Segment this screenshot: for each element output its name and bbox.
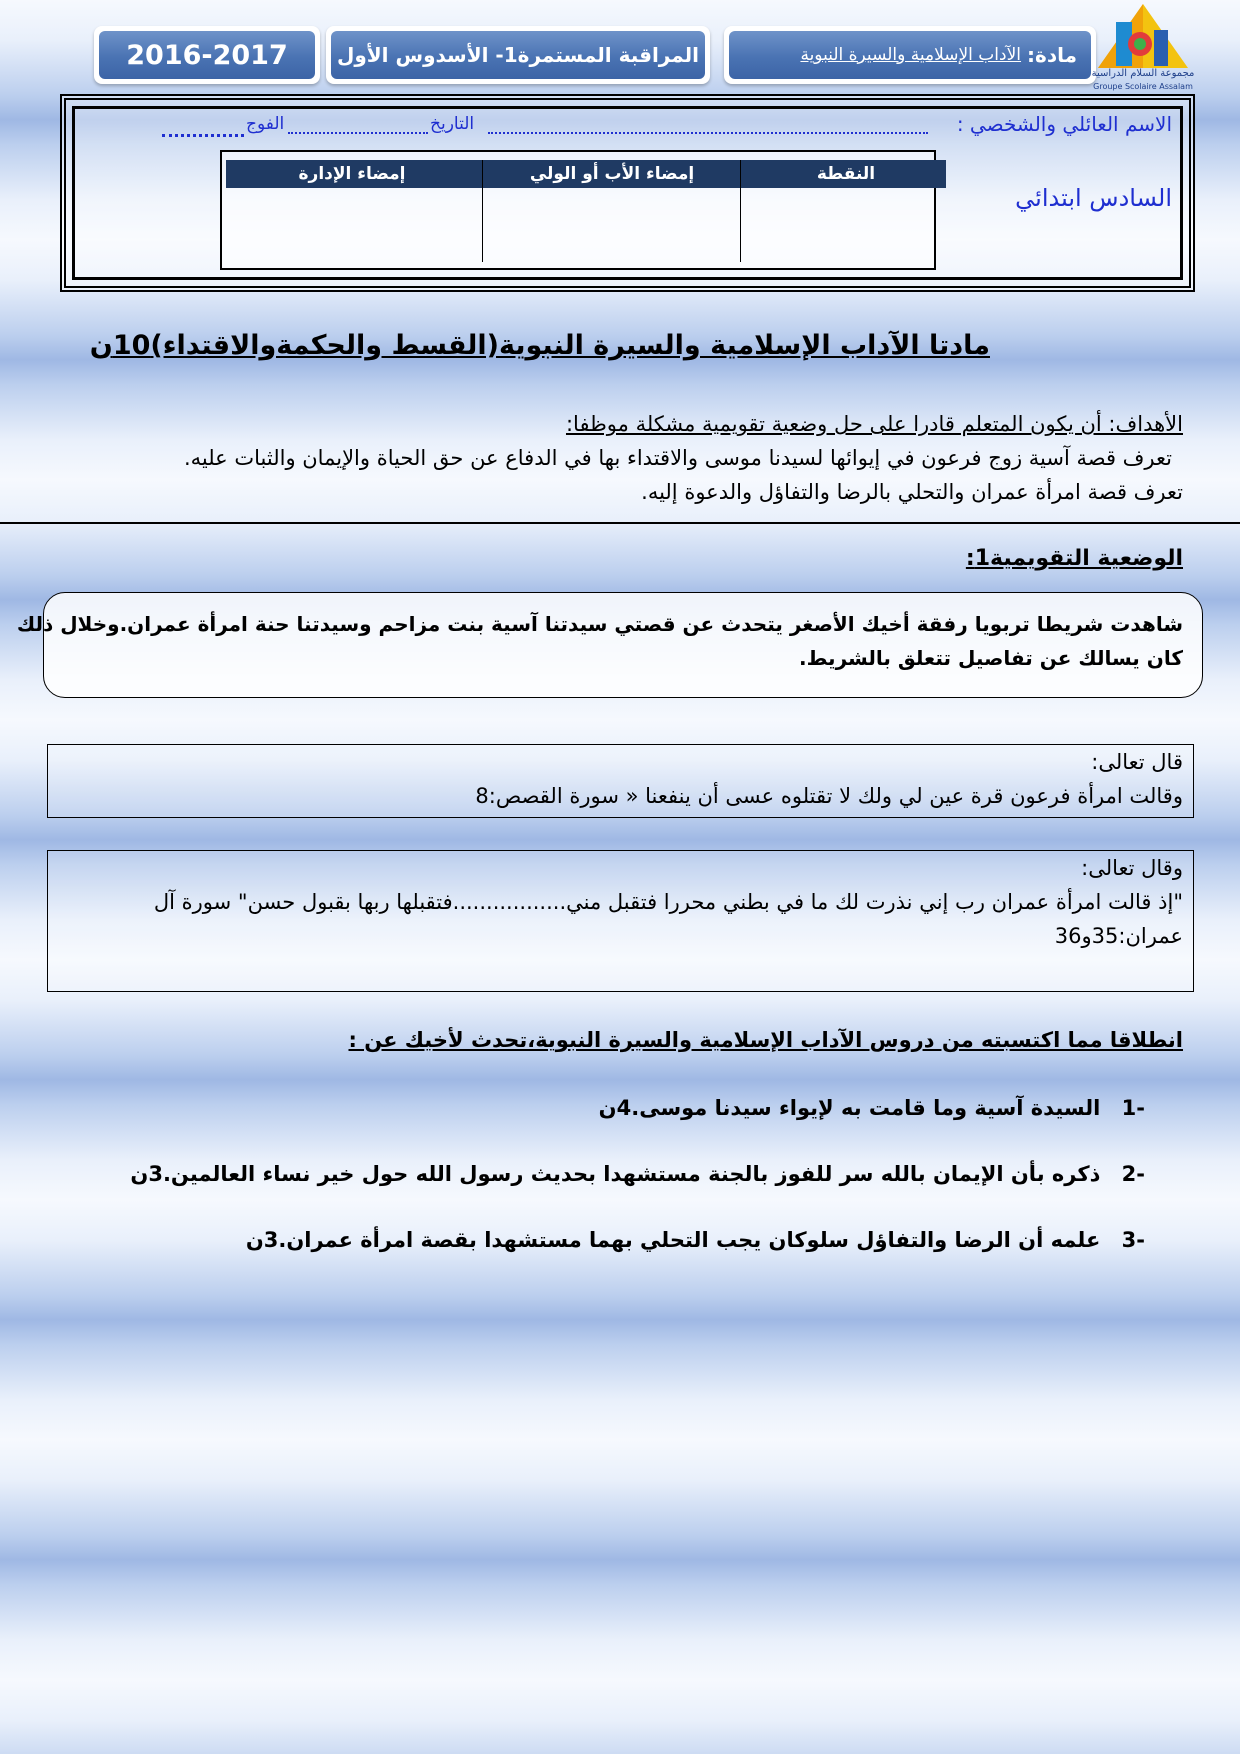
objectives-line-2: تعرف قصة امرأة عمران والتحلي بالرضا والتفاؤل والدعوة إليه. <box>641 480 1183 504</box>
logo-text: مجموعة السلام الدراسية <box>1091 68 1195 79</box>
situation-heading: الوضعية التقويمية1: <box>965 546 1183 571</box>
question-2-number: -2 <box>1121 1162 1145 1186</box>
verse-2-line-2: عمران:35و36 <box>1054 924 1183 948</box>
year-tab <box>94 26 320 84</box>
verse-2-line-1: "إذ قالت امرأة عمران رب إني نذرت لك ما في بطني محررا فتقبل مني.................فتقبلها ربها بقبول حسن" سورة آل <box>153 890 1183 914</box>
level-label: السادس ابتدائي <box>1015 184 1172 212</box>
year-label: 2016-2017 <box>126 39 288 71</box>
question-3 <box>246 1228 1145 1252</box>
divider <box>0 522 1240 524</box>
parent-signature-cell[interactable] <box>484 188 738 264</box>
question-1 <box>599 1096 1145 1120</box>
verse-1-text: وقالت امرأة فرعون قرة عين لي ولك لا تقتلوه عسى أن ينفعنا « سورة القصص:8 <box>475 784 1183 808</box>
verse-2-intro: وقال تعالى: <box>1081 856 1183 880</box>
exam-tab <box>326 26 710 84</box>
situation-text-line-1: شاهدت شريطا تربويا رفقة أخيك الأصغر يتحدث عن قصتي سيدتنا آسية بنت مزاحم وسيدتنا حنة امرأة عمران.وخلال ذلك <box>16 612 1183 636</box>
verse-1-intro: قال تعالى: <box>1091 750 1183 774</box>
table-divider <box>482 160 483 262</box>
verse-box-2 <box>47 850 1194 992</box>
question-2 <box>130 1162 1145 1186</box>
page-title: مادتا الآداب الإسلامية والسيرة النبوية(القسط والحكمةوالاقتداء)10ن <box>89 330 990 361</box>
admin-signature-cell[interactable] <box>226 188 480 264</box>
grade-cell[interactable] <box>742 188 938 264</box>
objectives-heading: الأهداف: أن يكون المتعلم قادرا على حل وضعية تقويمية مشكلة موظفا: <box>565 412 1183 436</box>
subject-value: الآداب الإسلامية والسيرة النبوية <box>800 45 1022 65</box>
question-1-number: -1 <box>1121 1096 1145 1120</box>
situation-box <box>43 592 1203 698</box>
date-dots[interactable] <box>288 120 428 134</box>
question-3-number: -3 <box>1121 1228 1145 1252</box>
task-heading: انطلاقا مما اكتسبته من دروس الآداب الإسلامية والسيرة النبوية،تحدث لأخيك عن : <box>348 1028 1183 1052</box>
date-label: التاريخ <box>430 114 475 134</box>
group-label: الفوج <box>246 114 285 134</box>
name-dots[interactable] <box>488 120 928 134</box>
table-header-admin: إمضاء الإدارة <box>226 160 478 188</box>
table-header-parent: إمضاء الأب أو الولي <box>478 160 746 188</box>
subject-tab <box>724 26 1096 84</box>
question-2-text: ذكره بأن الإيمان بالله سر للفوز بالجنة مستشهدا بحديث رسول الله حول خير نساء العالمين.3ن <box>130 1162 1101 1186</box>
situation-text-line-2: كان يسالك عن تفاصيل تتعلق بالشريط. <box>799 646 1183 670</box>
school-logo <box>1088 2 1198 96</box>
name-label: الاسم العائلي والشخصي : <box>956 112 1172 136</box>
exam-label: المراقبة المستمرة1- الأسدوس الأول <box>336 43 700 67</box>
group-dots[interactable] <box>162 122 244 137</box>
table-divider <box>740 160 741 262</box>
objectives-line-1: تعرف قصة آسية زوج فرعون في إيوائها لسيدنا موسى والاقتداء بها في الدفاع عن حق الحياة والإيمان والثبات عليه. <box>183 446 1172 470</box>
subject-label: مادة: <box>1027 43 1077 67</box>
question-1-text: السيدة آسية وما قامت به لإيواء سيدنا موسى.4ن <box>598 1096 1101 1120</box>
table-header-grade: النقطة <box>746 160 946 188</box>
signature-table <box>220 150 936 270</box>
question-3-text: علمه أن الرضا والتفاؤل سلوكان يجب التحلي بهما مستشهدا بقصة امرأة عمران.3ن <box>245 1228 1101 1252</box>
logo-text-latin: Groupe Scolaire Assalam <box>1093 82 1193 91</box>
